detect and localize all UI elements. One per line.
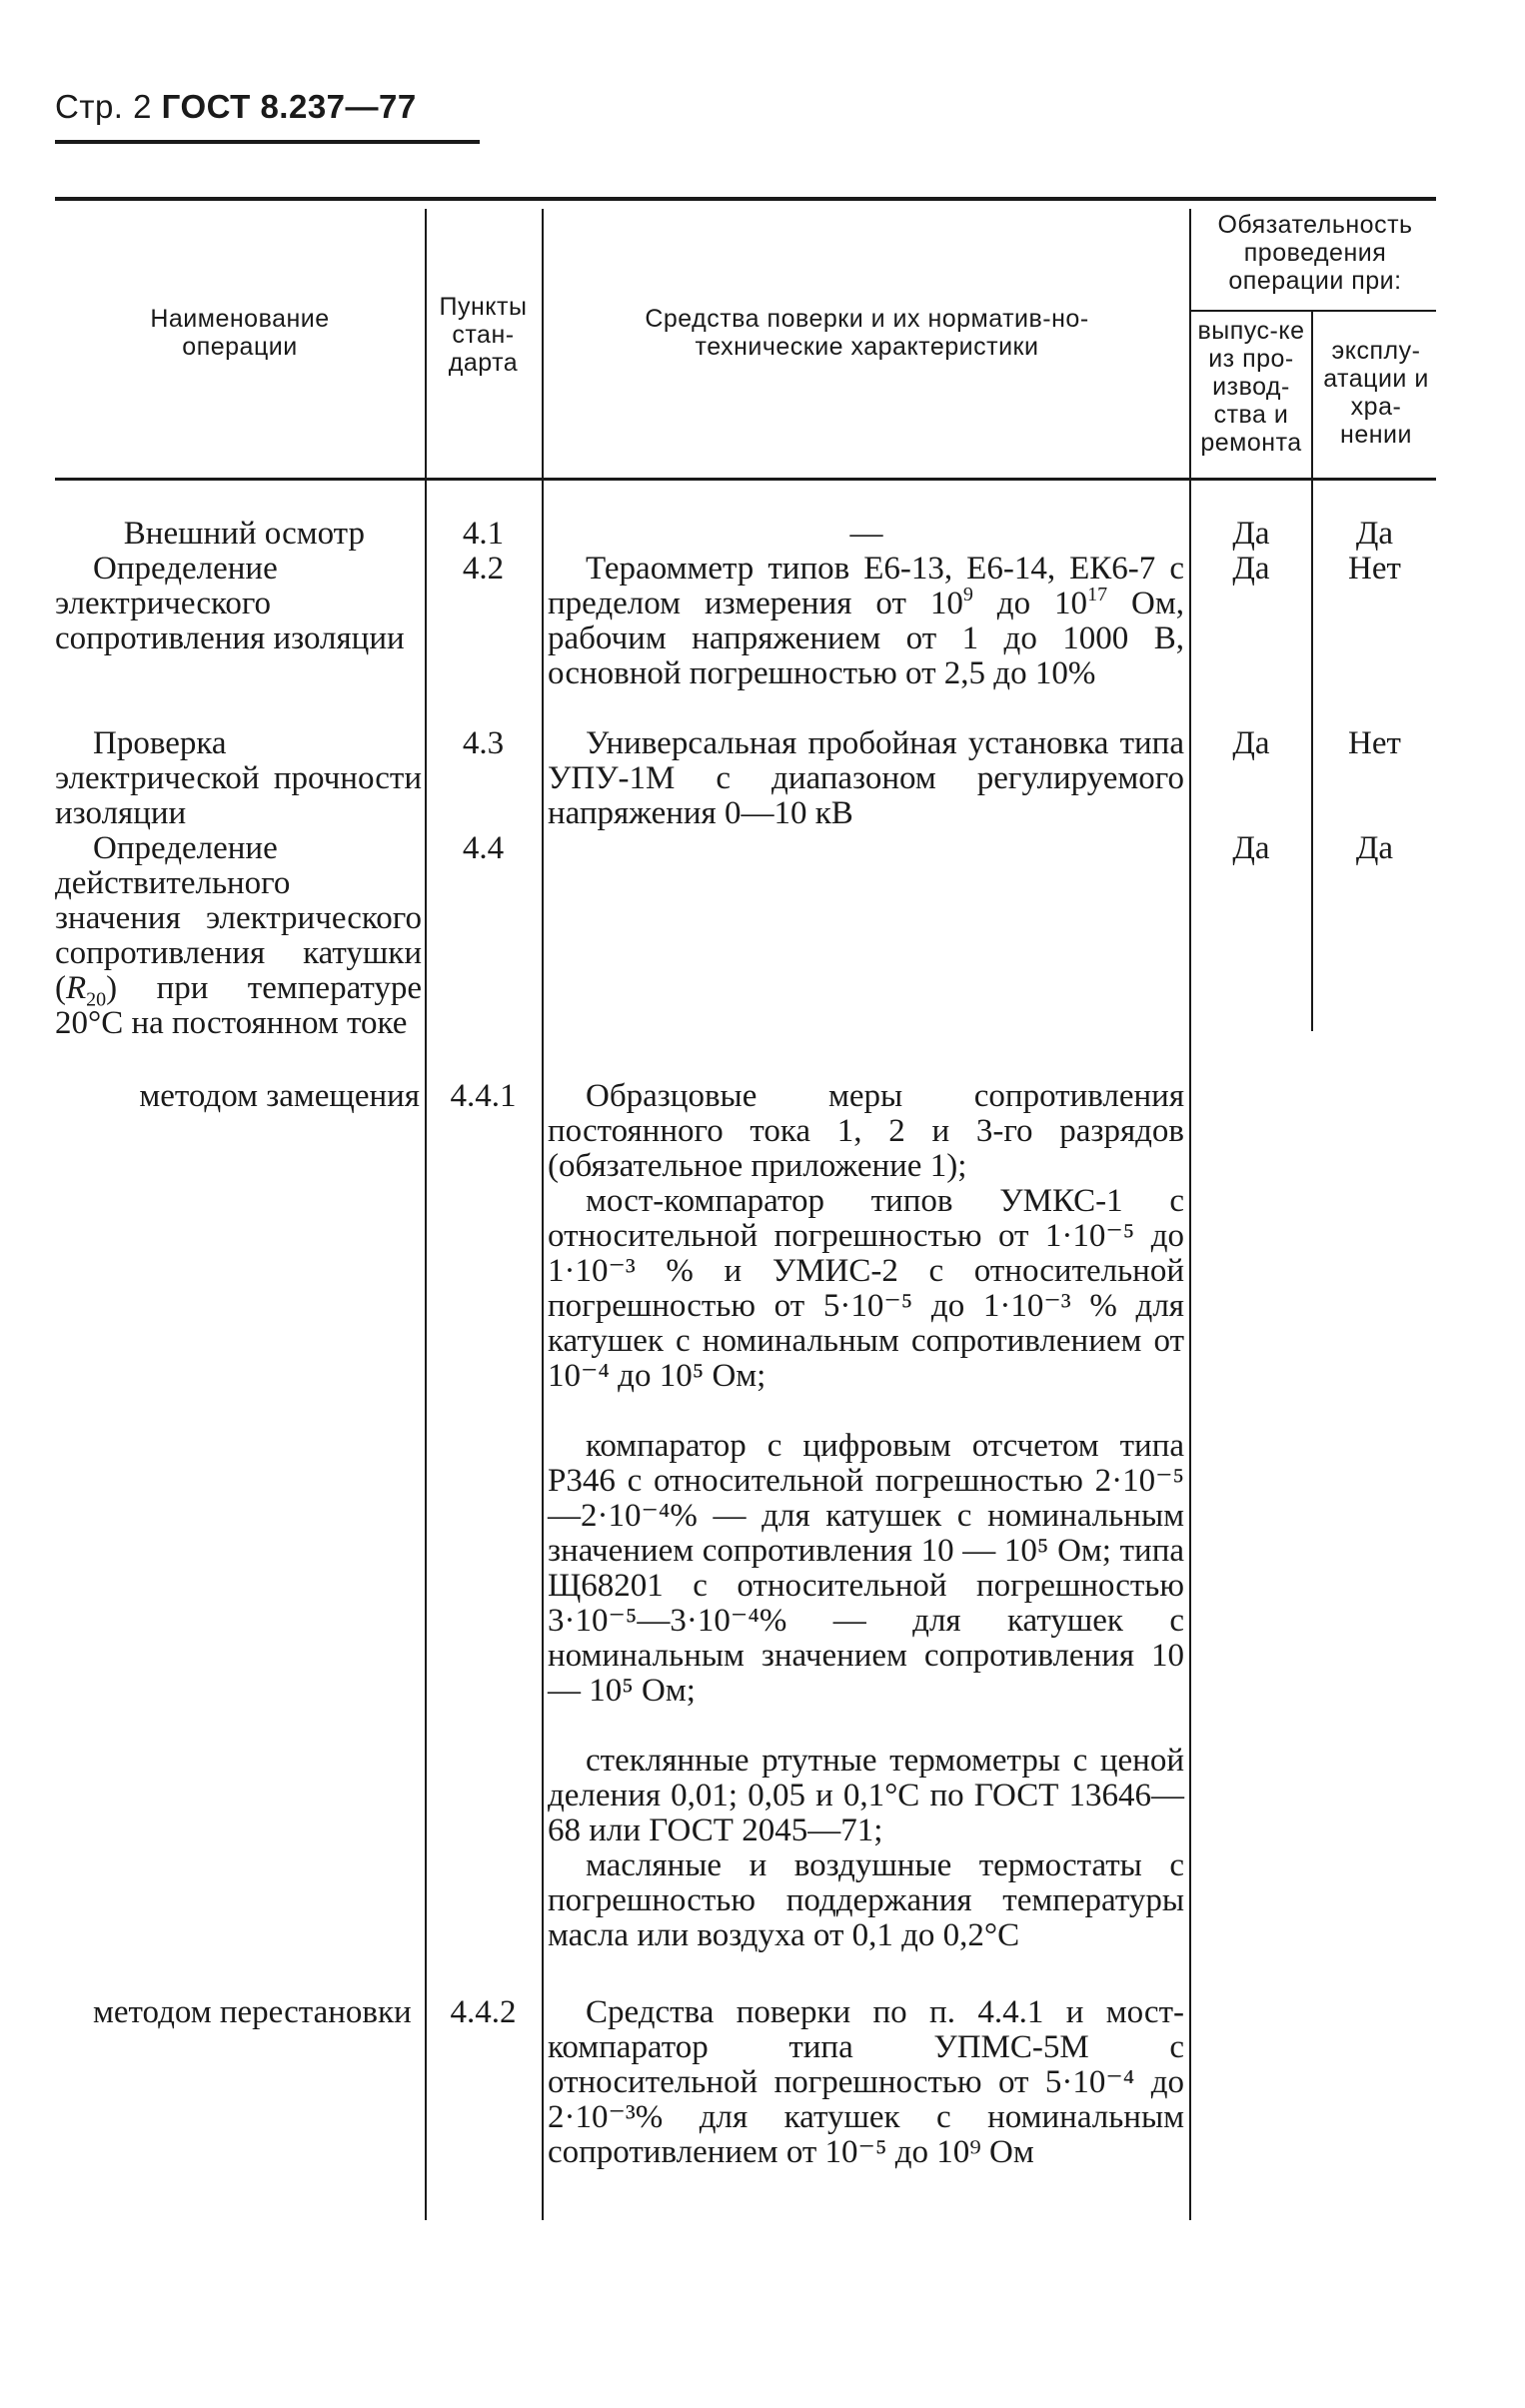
row-name-electric-strength: Проверка электрической прочности изоляции (55, 725, 422, 831)
means-thermometers: стеклянные ртутные термометры с ценой деления 0,01; 0,05 и 0,1°С по ГОСТ 13646—68 или ГОСТ 2045—71; (548, 1743, 1184, 1848)
page-number: Стр. 2 (55, 88, 152, 125)
row-operation: Нет (1348, 551, 1401, 587)
means-text: Ом, рабочим напряжением от 1 до 1000 В, основной погрешностью от 2,5 до 10% (548, 586, 1184, 691)
means-text: до 10 (972, 586, 1088, 621)
row-name-resistance-value (55, 831, 422, 1041)
row-means-teraohmmeter (548, 552, 1184, 691)
row-name-permutation: методом перестановки (93, 1994, 412, 2030)
row-point: 4.3 (462, 725, 505, 761)
table-top-rule (55, 197, 1436, 201)
header-bottom-rule (55, 478, 1436, 481)
col-rule-2 (542, 209, 544, 2220)
row-point: 4.1 (462, 516, 505, 552)
means-reference-measures: Образцовые меры сопротивления постоянного тока 1, 2 и 3-го разрядов (обязательное приложение 1); (548, 1078, 1184, 1184)
standard-number: ГОСТ 8.237—77 (161, 88, 417, 125)
row-release: Да (1232, 551, 1270, 587)
col-rule-1 (425, 209, 427, 2220)
exponent: 9 (962, 584, 973, 605)
means-upms: Средства поверки по п. 4.4.1 и мост-компаратор типа УПМС-5М с относительной погрешностью от 5·10⁻⁴ до 2·10⁻³% для катушек с номинальным сопротивлением от 10⁻⁵ до 10⁹ Ом (548, 1994, 1184, 2170)
row-point: 4.4.1 (450, 1078, 517, 1114)
row-release: Да (1232, 516, 1270, 552)
name-text: Определение действительного значения электрического сопротивления катушки ( (55, 830, 422, 1006)
row-release: Да (1232, 725, 1270, 761)
row-release: Да (1232, 830, 1270, 866)
verification-table (55, 197, 1436, 2220)
row-means: — (849, 516, 883, 552)
row-point: 4.4.2 (450, 1994, 517, 2030)
row-operation: Да (1355, 830, 1394, 866)
row-operation: Да (1355, 516, 1394, 552)
row-operation: Нет (1348, 725, 1401, 761)
subscript: 20 (86, 988, 107, 1011)
means-bridge-comparator: мост-компаратор типов УМКС-1 с относительной погрешностью от 1·10⁻⁵ до 1·10⁻³ % и УМИС-2 с относительной погрешностью от 5·10⁻⁵ до 1·10⁻³ % для катушек с номинальным сопротивлением от 10⁻⁴ до 10⁵ Ом; (548, 1183, 1184, 1394)
row-point: 4.2 (462, 551, 505, 587)
col-rule-4 (1311, 312, 1313, 1031)
page-header (55, 88, 417, 126)
col-header-release: выпус-ке из про-извод-ства и ремонта (1197, 317, 1305, 457)
row-name-substitution: методом замещения (139, 1078, 420, 1114)
col-rule-3 (1189, 209, 1191, 2220)
col-header-means: Средства поверки и их норматив-но-технические характеристики (645, 305, 1089, 361)
exponent: 17 (1087, 584, 1108, 605)
name-text: ) при температуре 20°С на постоянном токе (55, 970, 422, 1041)
row-name-insulation-resistance: Определение электрического сопротивления изоляции (55, 551, 405, 656)
col-header-name: Наименование операции (150, 305, 330, 361)
means-digital-comparator: компаратор с цифровым отсчетом типа Р346 с относительной погрешностью 2·10⁻⁵—2·10⁻⁴% — для катушек с номинальным значением сопротивления 10 — 10⁵ Ом; типа Щ68201 с относительной погрешностью 3·10⁻⁵—3·10⁻⁴% — для катушек с номинальным значением сопротивления 10 — 10⁵ Ом; (548, 1428, 1184, 1709)
row-name-external-inspection: Внешний осмотр (123, 516, 365, 552)
row-point: 4.4 (462, 830, 505, 866)
header-rule (55, 140, 480, 144)
means-thermostats: масляные и воздушные термостаты с погрешностью поддержания температуры масла или воздуха от 0,1 до 0,2°С (548, 1847, 1184, 1953)
symbol-r: R (66, 970, 87, 1006)
col-header-points: Пункты стан-дарта (439, 293, 528, 377)
row-means-upu: Универсальная пробойная установка типа УПУ-1М с диапазоном регулируемого напряжения 0—10 кВ (548, 725, 1184, 831)
col-header-operation: эксплу-атации и хра-нении (1323, 337, 1429, 449)
col-header-obligation: Обязательность проведения операции при: (1217, 211, 1413, 295)
means-text: Тераомметр типов Е6-13, Е6-14, ЕК6-7 с пределом измерения от 10 (548, 551, 1184, 621)
